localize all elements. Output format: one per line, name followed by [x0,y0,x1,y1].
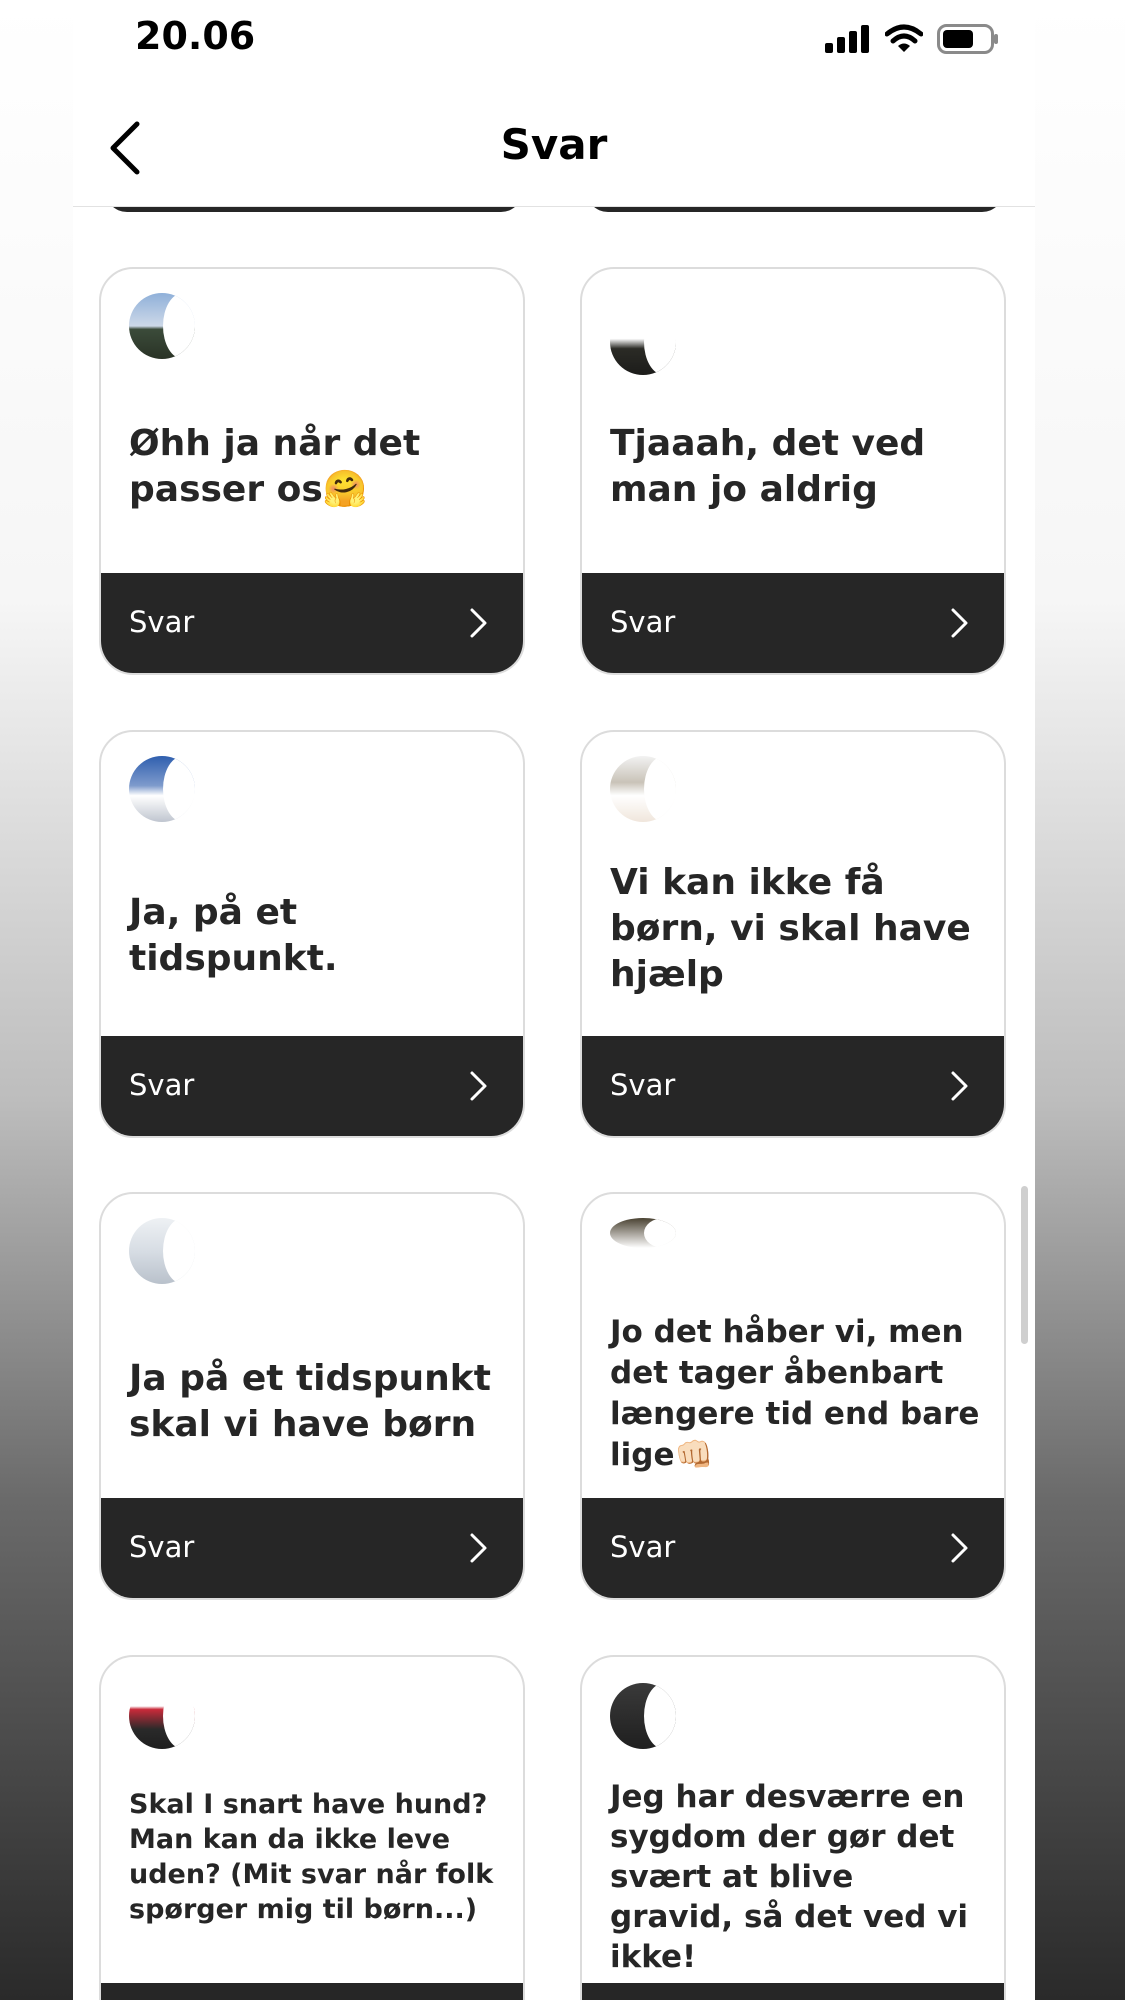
avatar [129,756,195,822]
reply-button[interactable] [582,1036,1004,1136]
avatar [610,309,676,375]
status-icons [825,24,999,54]
avatar [129,293,195,359]
answer-card [99,267,525,675]
answer-card [580,1655,1006,2000]
answer-text: Jo det håber vi, men det tager åbenbart længere tid end bare lige [610,1314,980,1473]
status-bar [73,0,1035,90]
phone-screen [73,0,1035,2000]
reply-button[interactable] [582,1498,1004,1598]
answer-card [580,267,1006,675]
signal-icon [825,25,871,53]
answer-text: Skal I snart have hund? Man kan da ikke leve uden? (Mit svar når folk spørger mig til børn...) [129,1789,494,1925]
answer-text: Vi kan ikke få børn, vi skal have hjælp [610,862,971,995]
nav-bar [73,90,1035,207]
wifi-icon [885,24,923,54]
answer-text: Øhh ja når det passer os [129,423,421,510]
answer-text: Jeg har desværre en sygdom der gør det svært at blive gravid, så det ved vi ikke! [610,1779,969,1975]
chevron-right-icon [950,1532,970,1564]
avatar [610,1218,676,1248]
avatar [129,1218,195,1284]
status-time: 20.06 [135,14,256,58]
reply-button[interactable] [101,1983,523,2000]
page-title: Svar [500,120,608,169]
answer-text: Ja, på et tidspunkt. [129,892,338,979]
chevron-right-icon [469,1070,489,1102]
reply-label: Svar [610,1530,676,1564]
answer-card [580,730,1006,1138]
answer-card [99,1192,525,1600]
chevron-right-icon [469,1532,489,1564]
reply-label: Svar [610,1068,676,1102]
scrollbar[interactable] [1021,1186,1028,1344]
reply-label: Svar [129,1530,195,1564]
reply-label: Svar [610,605,676,639]
reply-button[interactable] [582,573,1004,673]
chevron-right-icon [950,1070,970,1102]
fist-emoji: 👊🏻 [674,1437,714,1473]
reply-button[interactable] [101,1036,523,1136]
reply-button[interactable] [582,1983,1004,2000]
avatar [129,1683,195,1749]
battery-icon [937,24,999,54]
answer-text: Tjaaah, det ved man jo aldrig [610,423,926,510]
answer-card [99,1655,525,2000]
answer-card [99,730,525,1138]
reply-label: Svar [129,1068,195,1102]
reply-button[interactable] [101,573,523,673]
reply-label: Svar [129,605,195,639]
answer-text: Ja på et tidspunkt skal vi have børn [129,1358,491,1445]
avatar [610,1683,676,1749]
reply-button[interactable] [101,1498,523,1598]
chevron-right-icon [950,607,970,639]
avatar [610,756,676,822]
answer-card [580,1192,1006,1600]
hugging-face-emoji: 🤗 [322,469,368,510]
chevron-right-icon [469,607,489,639]
